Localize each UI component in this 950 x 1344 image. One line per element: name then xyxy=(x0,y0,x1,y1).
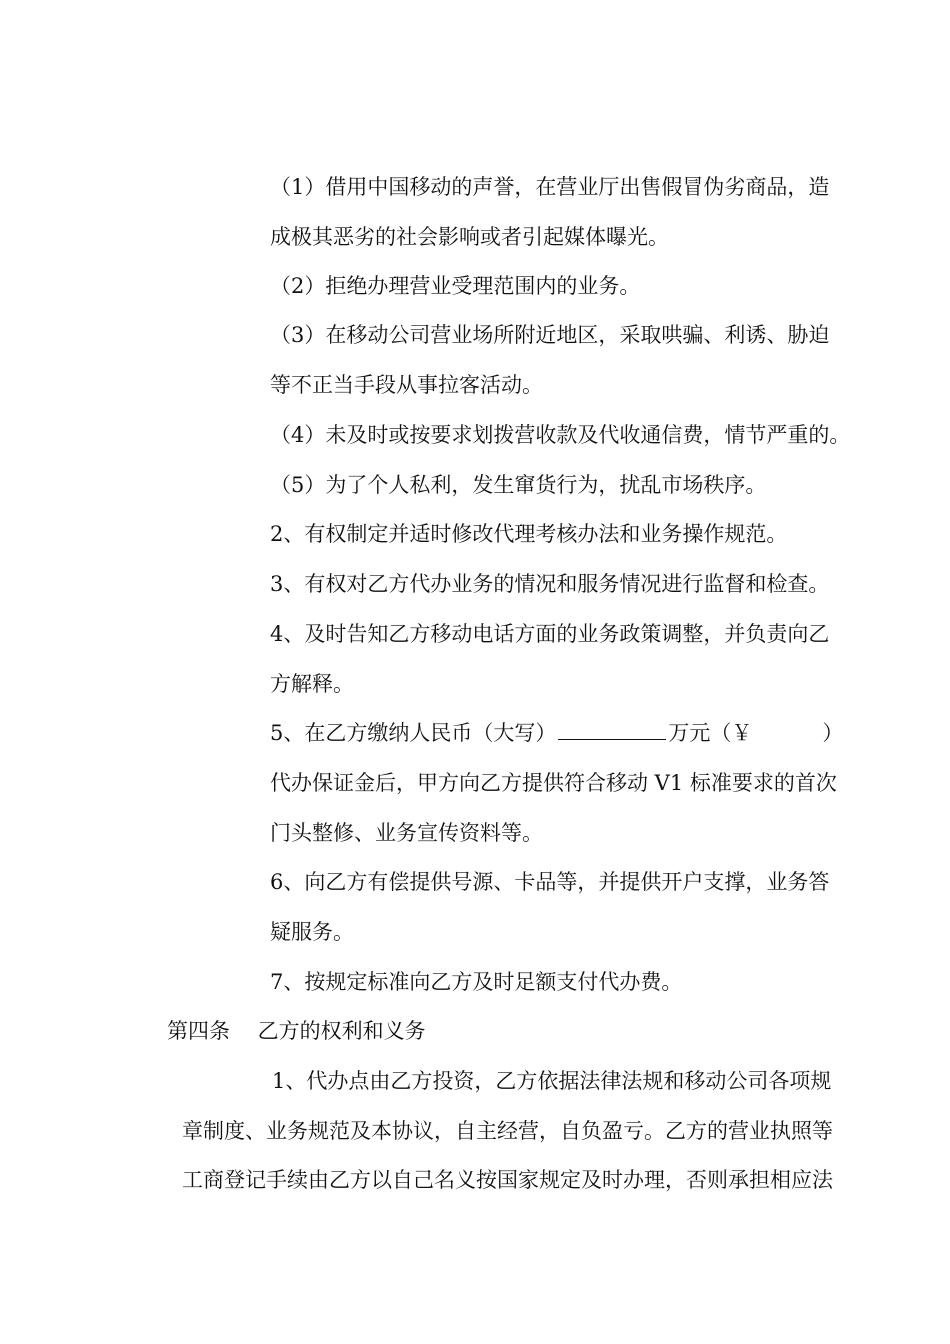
item-3-line-1: （3）在移动公司营业场所附近地区，采取哄骗、利诱、胁迫 xyxy=(270,323,830,347)
clause-5-text-b: 万元（￥ xyxy=(668,721,753,745)
clause-5-text-a: 5、在乙方缴纳人民币（大写） xyxy=(270,721,557,745)
amount-blank-field xyxy=(558,719,666,740)
clause-3: 3、有权对乙方代办业务的情况和服务情况进行监督和检查。 xyxy=(270,572,830,596)
item-5: （5）为了个人私利，发生窜货行为，扰乱市场秩序。 xyxy=(270,473,767,497)
clause-6-line-1: 6、向乙方有偿提供号源、卡品等，并提供开户支撑，业务答 xyxy=(270,870,830,894)
clause-4-line-1: 4、及时告知乙方移动电话方面的业务政策调整，并负责向乙 xyxy=(270,622,830,646)
item-1-line-2: 成极其恶劣的社会影响或者引起媒体曝光。 xyxy=(270,225,669,249)
clause-5-line-2: 代办保证金后，甲方向乙方提供符合移动 V1 标准要求的首次 xyxy=(270,771,837,795)
article-4-heading: 第四条 乙方的权利和义务 xyxy=(167,1019,426,1043)
clause-6-line-2: 疑服务。 xyxy=(270,920,354,944)
clause-5-line-1 xyxy=(270,719,843,747)
item-2: （2）拒绝办理营业受理范围内的业务。 xyxy=(270,274,641,298)
item-4: （4）未及时或按要求划拨营收款及代收通信费，情节严重的。 xyxy=(270,423,851,447)
article-4-para-1-line-1: 1、代办点由乙方投资，乙方依据法律法规和移动公司各项规 xyxy=(272,1069,832,1093)
clause-4-line-2: 方解释。 xyxy=(270,672,354,696)
item-3-line-2: 等不正当手段从事拉客活动。 xyxy=(270,373,543,397)
article-4-para-1-line-3: 工商登记手续由乙方以自己名义按国家规定及时办理，否则承担相应法 xyxy=(182,1168,833,1192)
clause-5-line-3: 门头整修、业务宣传资料等。 xyxy=(270,821,543,845)
item-1-line-1: （1）借用中国移动的声誉，在营业厅出售假冒伪劣商品，造 xyxy=(270,175,830,199)
clause-7: 7、按规定标准向乙方及时足额支付代办费。 xyxy=(270,970,683,994)
clause-5-text-c: ） xyxy=(822,721,844,745)
article-4-para-1-line-2: 章制度、业务规范及本协议，自主经营，自负盈亏。乙方的营业执照等 xyxy=(182,1119,833,1143)
clause-2: 2、有权制定并适时修改代理考核办法和业务操作规范。 xyxy=(270,522,788,546)
